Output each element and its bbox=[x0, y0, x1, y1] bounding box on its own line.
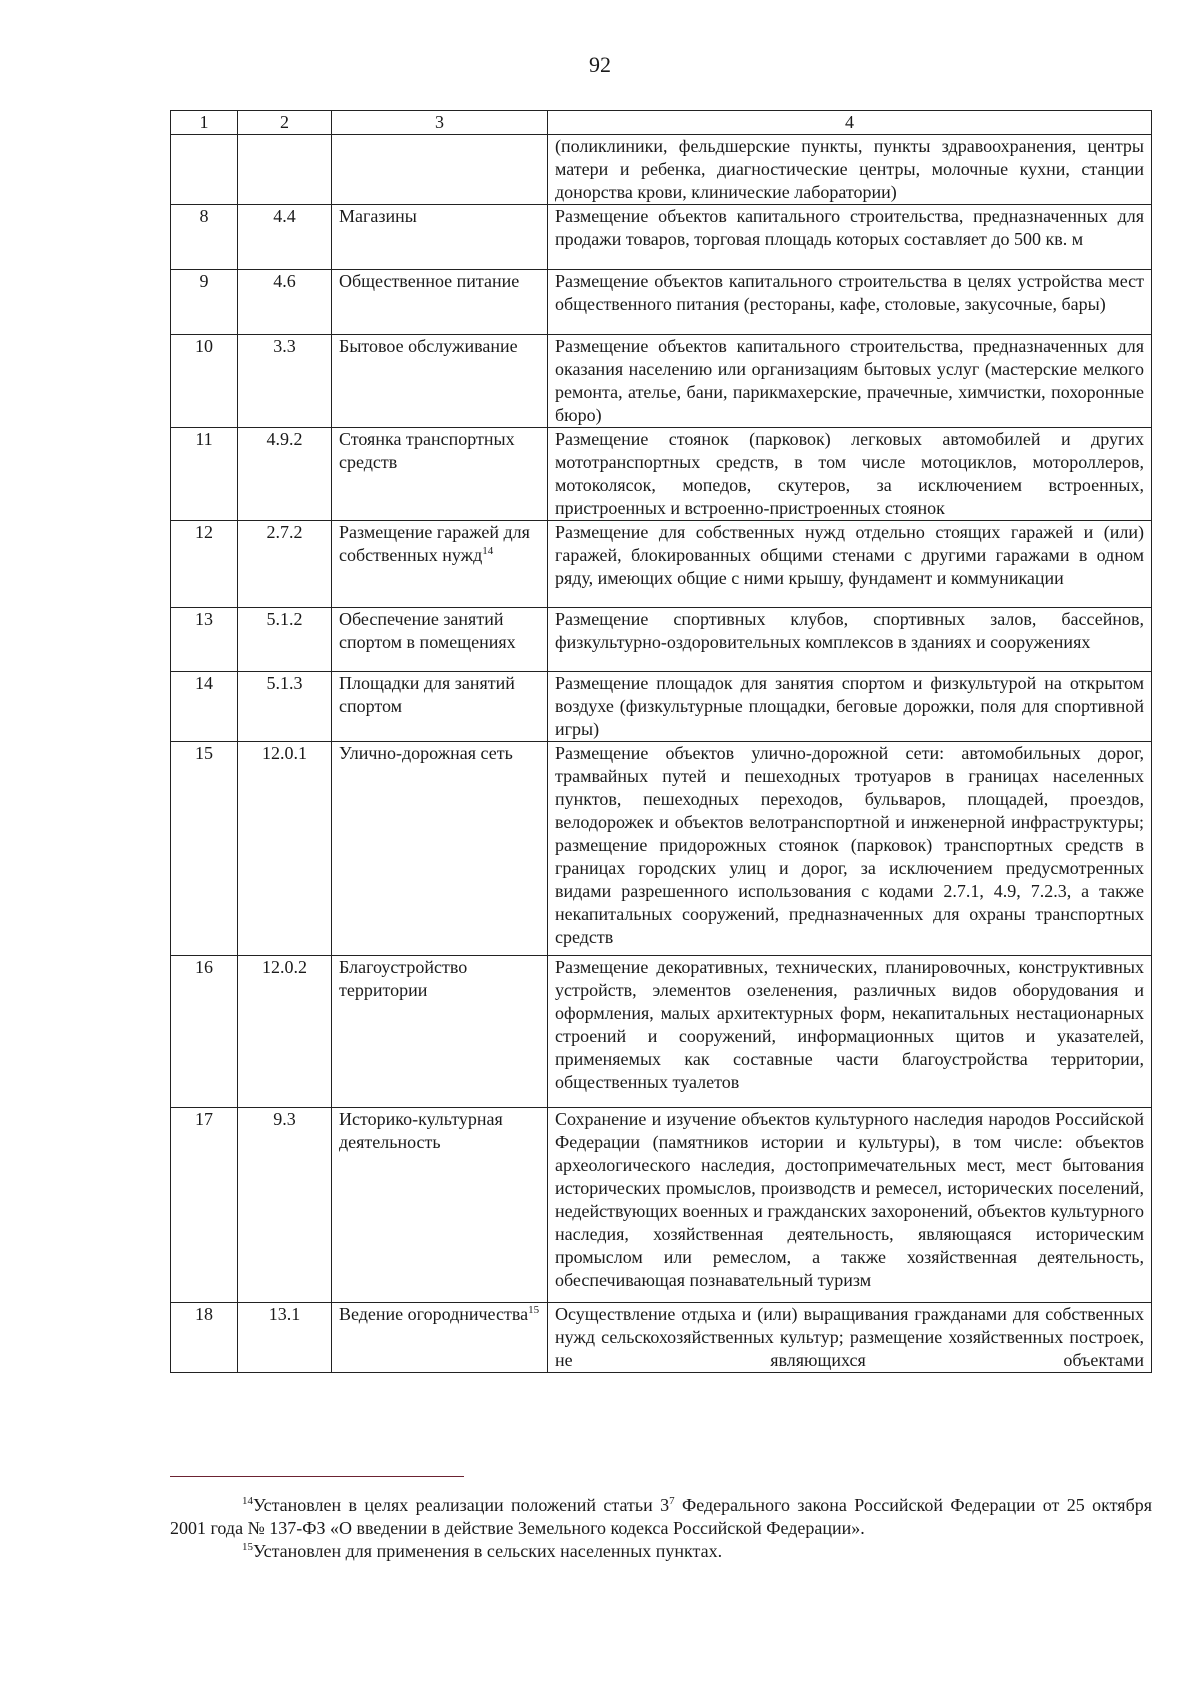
header-col-2: 2 bbox=[238, 111, 332, 135]
row-number-cell: 12 bbox=[171, 521, 238, 608]
table-row bbox=[171, 270, 1152, 335]
footnote-text-cont: Федерального закона Российской Федерации от 25 октября 2001 года № 137-ФЗ «О введении в действие Земельного кодекса Российской Федерации». bbox=[170, 1495, 1153, 1538]
table-row bbox=[171, 1108, 1152, 1303]
use-code-cell: 12.0.1 bbox=[238, 742, 332, 956]
use-name: Размещение гаражей для собственных нужд bbox=[339, 522, 530, 565]
footnote-text: Установлен в целях реализации положений статьи 3 bbox=[253, 1495, 670, 1515]
use-name-cell bbox=[332, 956, 548, 1108]
row-number-cell: 14 bbox=[171, 672, 238, 742]
use-name: Благоустройство территории bbox=[339, 957, 468, 1000]
table-row bbox=[171, 742, 1152, 956]
footnote-divider bbox=[170, 1476, 464, 1477]
use-code-cell: 3.3 bbox=[238, 335, 332, 428]
row-number-cell: 16 bbox=[171, 956, 238, 1108]
use-name-cell bbox=[332, 521, 548, 608]
table-row bbox=[171, 335, 1152, 428]
use-name: Бытовое обслуживание bbox=[339, 336, 518, 356]
table-body bbox=[171, 135, 1152, 1373]
use-description-cell: Размещение декоративных, технических, планировочных, конструктивных устройств, элементов озеленения, различных видов оборудования и оформления, малых архитектурных форм, некапитальных нестационарных строений и сооружений, информационных щитов и указателей, применяемых как составные части благоустройства территории, общественных туалетов bbox=[548, 956, 1152, 1108]
header-col-4: 4 bbox=[548, 111, 1152, 135]
use-name: Общественное питание bbox=[339, 271, 520, 291]
table-header-row bbox=[171, 111, 1152, 135]
use-name: Ведение огородничества bbox=[339, 1304, 529, 1324]
table-row bbox=[171, 1303, 1152, 1373]
use-name-cell bbox=[332, 672, 548, 742]
use-name-cell bbox=[332, 1303, 548, 1373]
article-superscript: 7 bbox=[669, 1495, 675, 1507]
table-row bbox=[171, 521, 1152, 608]
row-number-cell bbox=[171, 135, 238, 205]
use-code-cell: 13.1 bbox=[238, 1303, 332, 1373]
use-name: Обеспечение занятий спортом в помещениях bbox=[339, 609, 516, 652]
footnote-marker: 14 bbox=[242, 1495, 253, 1507]
table-row bbox=[171, 428, 1152, 521]
page-number: 92 bbox=[589, 52, 611, 77]
use-code-cell: 4.9.2 bbox=[238, 428, 332, 521]
use-name-cell bbox=[332, 1108, 548, 1303]
use-name-cell bbox=[332, 428, 548, 521]
use-code-cell: 5.1.2 bbox=[238, 608, 332, 672]
footnote-15 bbox=[170, 1540, 1152, 1563]
use-name-cell bbox=[332, 135, 548, 205]
use-description-cell: Размещение спортивных клубов, спортивных залов, бассейнов, физкультурно-оздоровительных комплексов в зданиях и сооружениях bbox=[548, 608, 1152, 672]
use-code-cell: 9.3 bbox=[238, 1108, 332, 1303]
use-description-cell: Осуществление отдыха и (или) выращивания гражданами для собственных нужд сельскохозяйственных культур; размещение хозяйственных построек, не являющихся объектами bbox=[548, 1303, 1152, 1373]
use-name: Историко-культурная деятельность bbox=[339, 1109, 503, 1152]
use-description-cell: Сохранение и изучение объектов культурного наследия народов Российской Федерации (памятников истории и культуры), в том числе: объектов археологического наследия, достопримечательных мест, мест бытования исторических промыслов, производств и ремесел, исторических поселений, недействующих военных и гражданских захоронений, объектов культурного наследия, хозяйственная деятельность, являющаяся историческим промыслом или ремеслом, а также хозяйственная деятельность, обеспечивающая познавательный туризм bbox=[548, 1108, 1152, 1303]
land-use-table bbox=[170, 110, 1152, 1373]
row-number-cell: 18 bbox=[171, 1303, 238, 1373]
header-col-1: 1 bbox=[171, 111, 238, 135]
use-description-cell: Размещение площадок для занятия спортом и физкультурой на открытом воздухе (физкультурные площадки, беговые дорожки, поля для спортивной игры) bbox=[548, 672, 1152, 742]
use-name-cell bbox=[332, 270, 548, 335]
table-row bbox=[171, 956, 1152, 1108]
row-number-cell: 15 bbox=[171, 742, 238, 956]
footnotes bbox=[170, 1494, 1152, 1563]
use-code-cell: 2.7.2 bbox=[238, 521, 332, 608]
table-row bbox=[171, 205, 1152, 270]
row-number-cell: 9 bbox=[171, 270, 238, 335]
use-name-cell bbox=[332, 608, 548, 672]
use-description-cell: Размещение объектов капитального строительства в целях устройства мест общественного питания (рестораны, кафе, столовые, закусочные, бары) bbox=[548, 270, 1152, 335]
row-number-cell: 17 bbox=[171, 1108, 238, 1303]
header-col-3: 3 bbox=[332, 111, 548, 135]
table-row bbox=[171, 135, 1152, 205]
use-description-cell: Размещение объектов капитального строительства, предназначенных для оказания населению или организациям бытовых услуг (мастерские мелкого ремонта, ателье, бани, парикмахерские, прачечные, химчистки, похоронные бюро) bbox=[548, 335, 1152, 428]
use-description-cell: Размещение объектов улично-дорожной сети: автомобильных дорог, трамвайных путей и пешеходных тротуаров в границах населенных пунктов, пешеходных переходов, бульваров, площадей, проездов, велодорожек и объектов велотранспортной и инженерной инфраструктуры; размещение придорожных стоянок (парковок) транспортных средств в границах городских улиц и дорог, за исключением предусмотренных видами разрешенного использования с кодами 2.7.1, 4.9, 7.2.3, а также некапитальных сооружений, предназначенных для охраны транспортных средств bbox=[548, 742, 1152, 956]
use-description-cell: Размещение для собственных нужд отдельно стоящих гаражей и (или) гаражей, блокированных общими стенами с другими гаражами в одном ряду, имеющих общие с ними крышу, фундамент и коммуникации bbox=[548, 521, 1152, 608]
use-name: Улично-дорожная сеть bbox=[339, 743, 513, 763]
footnote-ref: 14 bbox=[482, 545, 494, 557]
use-name: Площадки для занятий спортом bbox=[339, 673, 515, 716]
use-code-cell: 5.1.3 bbox=[238, 672, 332, 742]
footnote-ref: 15 bbox=[528, 1304, 540, 1316]
footnote-text: Установлен для применения в сельских населенных пунктах. bbox=[253, 1541, 723, 1561]
footnote-14 bbox=[170, 1494, 1152, 1540]
use-name: Магазины bbox=[339, 206, 417, 226]
use-code-cell: 12.0.2 bbox=[238, 956, 332, 1108]
use-name-cell bbox=[332, 742, 548, 956]
row-number-cell: 11 bbox=[171, 428, 238, 521]
use-code-cell: 4.6 bbox=[238, 270, 332, 335]
footnote-marker: 15 bbox=[242, 1541, 253, 1553]
use-name: Стоянка транспортных средств bbox=[339, 429, 515, 472]
use-name-cell bbox=[332, 205, 548, 270]
table-row bbox=[171, 608, 1152, 672]
table-row bbox=[171, 672, 1152, 742]
row-number-cell: 13 bbox=[171, 608, 238, 672]
row-number-cell: 10 bbox=[171, 335, 238, 428]
use-description-cell: (поликлиники, фельдшерские пункты, пункты здравоохранения, центры матери и ребенка, диагностические центры, молочные кухни, станции донорства крови, клинические лаборатории) bbox=[548, 135, 1152, 205]
use-code-cell: 4.4 bbox=[238, 205, 332, 270]
row-number-cell: 8 bbox=[171, 205, 238, 270]
use-name-cell bbox=[332, 335, 548, 428]
use-description-cell: Размещение стоянок (парковок) легковых автомобилей и других мототранспортных средств, в том числе мотоциклов, мотороллеров, мотоколясок, мопедов, скутеров, за исключением встроенных, пристроенных и встроенно-пристроенных стоянок bbox=[548, 428, 1152, 521]
use-code-cell bbox=[238, 135, 332, 205]
use-description-cell: Размещение объектов капитального строительства, предназначенных для продажи товаров, торговая площадь которых составляет до 500 кв. м bbox=[548, 205, 1152, 270]
